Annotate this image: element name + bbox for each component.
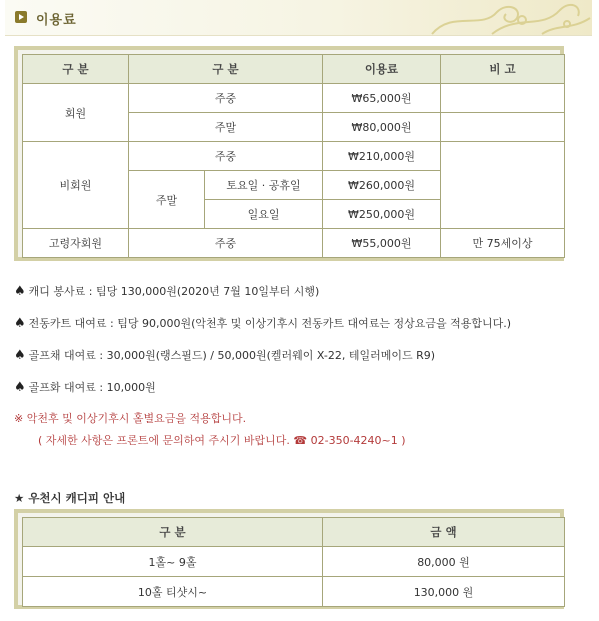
table-row	[23, 229, 565, 258]
day-cell: 일요일	[205, 200, 323, 229]
senior-label: 고령자회원	[23, 229, 129, 258]
table-header-row	[23, 518, 565, 547]
day-cell: 주말	[129, 113, 323, 142]
warning-contact-line: ( 자세한 사항은 프론트에 문의하여 주시기 바랍니다. ☎ 02-350-4240~1 )	[38, 434, 406, 447]
remark-cell: 만 75세이상	[441, 229, 565, 258]
table-row	[23, 547, 565, 577]
fee-cell: ₩55,000원	[323, 229, 441, 258]
column-header-category: 구 분	[23, 518, 323, 547]
table-row	[23, 84, 565, 113]
caddie-table	[22, 517, 565, 607]
table-row	[23, 142, 565, 171]
phone-icon: ☎	[293, 434, 308, 447]
column-header-remarks: 비 고	[441, 55, 565, 84]
non-member-label: 비회원	[23, 142, 129, 229]
member-label: 회원	[23, 84, 129, 142]
fee-cell: ₩260,000원	[323, 171, 441, 200]
note-caddie-fee: ♠ 캐디 봉사료 : 팀당 130,000원(2020년 7월 10일부터 시행)	[14, 284, 320, 299]
table-row	[23, 577, 565, 607]
holes-cell: 1홀~ 9홀	[23, 547, 323, 577]
fee-table-frame	[14, 46, 564, 261]
fee-cell: ₩80,000원	[323, 113, 441, 142]
spade-icon: ♠	[14, 380, 26, 395]
remark-cell	[441, 142, 565, 229]
column-header-amount: 금 액	[323, 518, 565, 547]
remark-cell	[441, 113, 565, 142]
floral-ornament-icon	[422, 0, 592, 36]
phone-number: 02-350-4240~1	[310, 434, 398, 447]
column-header-subcategory: 구 분	[129, 55, 323, 84]
note-shoes-fee: ♠ 골프화 대여료 : 10,000원	[14, 380, 156, 395]
column-header-fee: 이용료	[323, 55, 441, 84]
spade-icon: ♠	[14, 348, 26, 363]
fee-table	[22, 54, 565, 258]
spade-icon: ♠	[14, 284, 26, 299]
day-cell: 주중	[129, 229, 323, 258]
day-cell: 주중	[129, 142, 323, 171]
play-bullet-icon	[15, 11, 27, 23]
column-header-category: 구 분	[23, 55, 129, 84]
caddie-table-frame	[14, 509, 564, 609]
page-title: 이용료	[36, 13, 77, 28]
fee-cell: ₩65,000원	[323, 84, 441, 113]
caddie-section-title: ★ 우천시 캐디피 안내	[14, 491, 126, 505]
note-cart-fee: ♠ 전동카트 대여료 : 팀당 90,000원(악천후 및 이상기후시 전동카트 대여료는 정상요금을 적용합니다.)	[14, 316, 512, 331]
remark-cell	[441, 84, 565, 113]
day-cell: 주중	[129, 84, 323, 113]
holes-cell: 10홀 티샷시~	[23, 577, 323, 607]
amount-cell: 130,000 원	[323, 577, 565, 607]
warning-line: ※ 악천후 및 이상기후시 홀별요금을 적용합니다.	[14, 412, 247, 425]
amount-cell: 80,000 원	[323, 547, 565, 577]
note-club-fee: ♠ 골프채 대여료 : 30,000원(랭스필드) / 50,000원(켈러웨이 X-22, 테일러메이드 R9)	[14, 348, 436, 363]
section-header	[5, 0, 592, 36]
fee-cell: ₩250,000원	[323, 200, 441, 229]
star-icon: ★	[14, 491, 25, 505]
weekend-label: 주말	[129, 171, 205, 229]
table-header-row	[23, 55, 565, 84]
spade-icon: ♠	[14, 316, 26, 331]
fee-cell: ₩210,000원	[323, 142, 441, 171]
day-cell: 토요일 · 공휴일	[205, 171, 323, 200]
